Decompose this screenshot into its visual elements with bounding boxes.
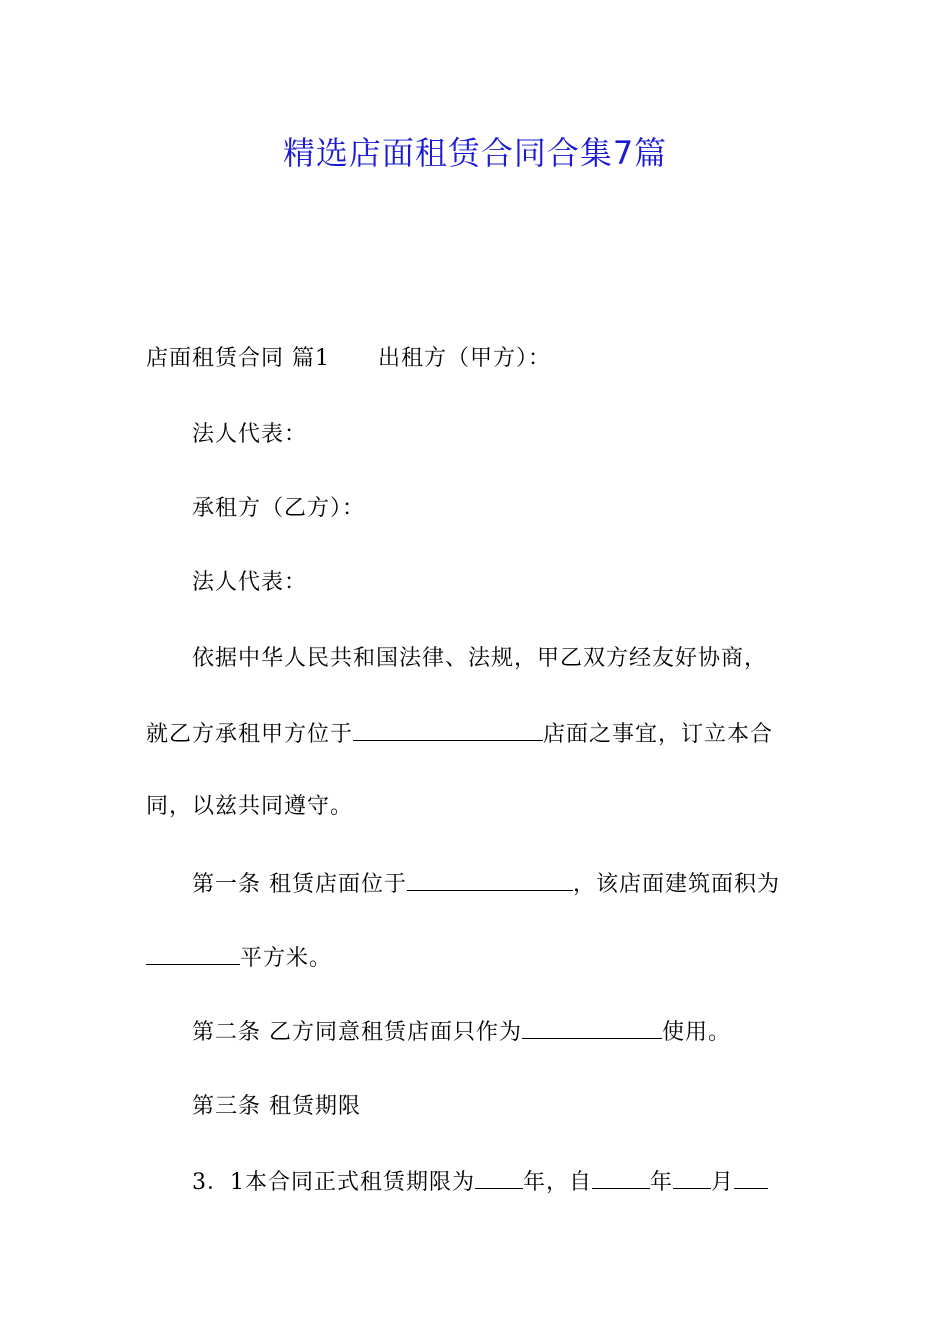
start-year-blank <box>592 1166 650 1189</box>
document-title: 精选店面租赁合同合集7篇 <box>282 134 668 172</box>
preamble-text-2a: 就乙方承租甲方位于 <box>146 722 354 747</box>
clause-3-1-text-c: 年 <box>650 1170 674 1195</box>
preamble-line-2 <box>146 718 826 750</box>
term-years-blank <box>475 1166 523 1189</box>
article-1-line-2 <box>146 942 826 974</box>
area-blank <box>146 942 240 965</box>
lessee-label: 承租方（乙方）： <box>192 496 366 521</box>
lessee-line <box>192 494 872 524</box>
usage-blank <box>522 1016 662 1039</box>
preamble-text-2b: 店面之事宜，订立本合 <box>543 722 774 747</box>
start-month-blank <box>673 1166 711 1189</box>
contract-heading-line <box>146 344 826 374</box>
clause-3-1-text-d: 月 <box>711 1170 735 1195</box>
preamble-text-3: 同，以兹共同遵守。 <box>146 794 354 819</box>
preamble-text-1: 依据中华人民共和国法律、法规，甲乙双方经友好协商， <box>192 646 768 671</box>
article-1-text-a: 第一条 租赁店面位于 <box>192 872 407 897</box>
legal-rep-label-2: 法人代表： <box>192 570 308 595</box>
preamble-line-1 <box>192 644 872 674</box>
legal-rep-line-1 <box>192 420 872 450</box>
preamble-line-3 <box>146 792 826 822</box>
article-1-line-1 <box>192 868 872 900</box>
store-location-blank <box>407 868 573 891</box>
article-1-text-b: ，该店面建筑面积为 <box>573 872 781 897</box>
clause-3-1-line <box>192 1166 872 1198</box>
article-3-heading <box>192 1092 872 1122</box>
legal-rep-label-1: 法人代表： <box>192 422 308 447</box>
start-day-blank <box>734 1166 768 1189</box>
article-2-text-a: 第二条 乙方同意租赁店面只作为 <box>192 1020 522 1045</box>
contract-number-label: 店面租赁合同 篇1 <box>146 346 330 371</box>
article-3-title: 第三条 租赁期限 <box>192 1094 361 1119</box>
clause-3-1-text-a: 3．1本合同正式租赁期限为 <box>192 1170 475 1195</box>
clause-3-1-text-b: 年，自 <box>523 1170 593 1195</box>
location-blank <box>353 718 543 741</box>
lessor-label: 出租方（甲方）： <box>378 346 552 371</box>
article-1-text-c: 平方米。 <box>240 946 333 971</box>
article-2-line <box>192 1016 872 1048</box>
legal-rep-line-2 <box>192 568 872 598</box>
article-2-text-b: 使用。 <box>662 1020 732 1045</box>
